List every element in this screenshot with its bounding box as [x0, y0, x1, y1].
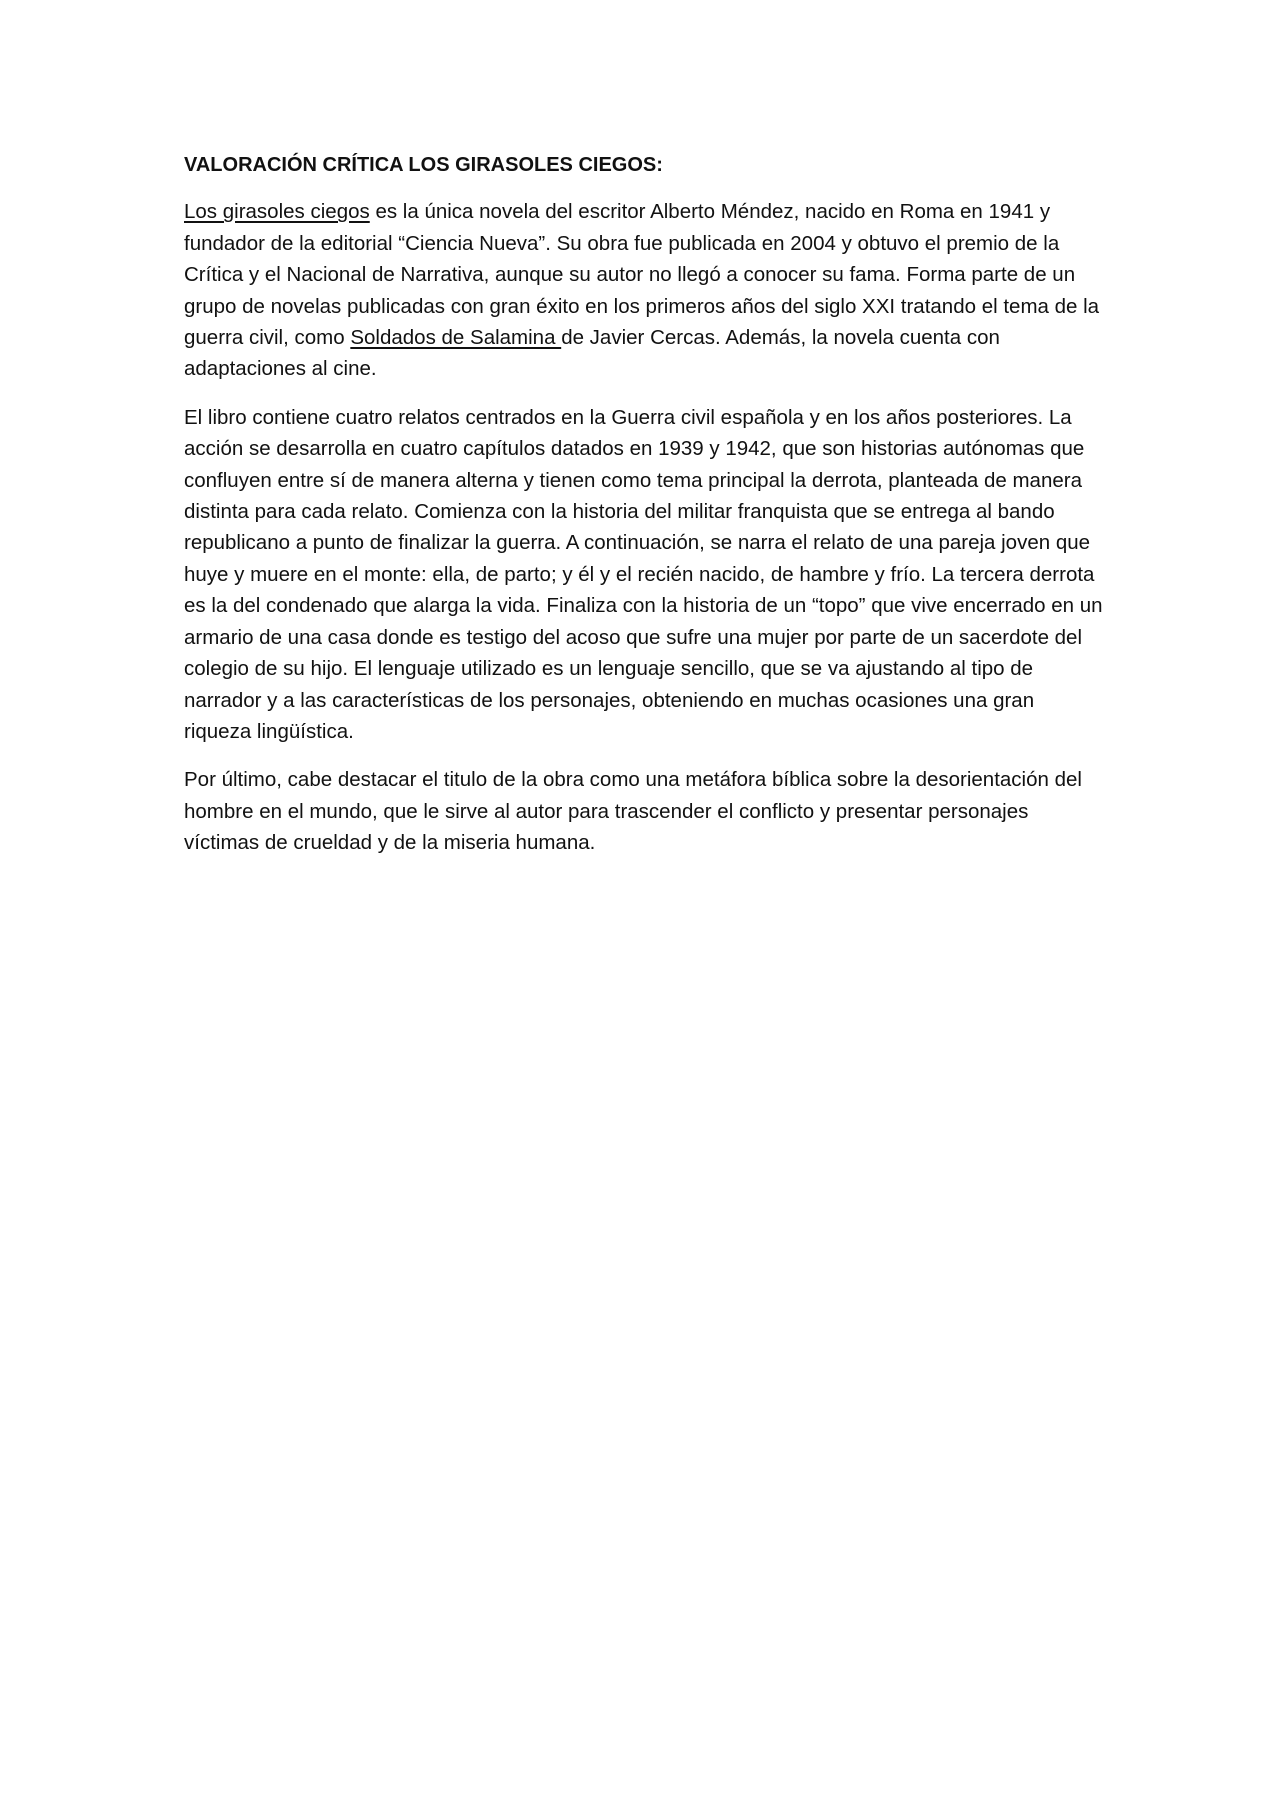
book-title-link: Los girasoles ciegos — [184, 200, 370, 224]
paragraph-conclusion: Por último, cabe destacar el titulo de la obra como una metáfora bíblica sobre la desorientación del hombre en el mundo, que le sirve al autor para trascender el conflicto y presentar personajes víctimas de crueldad y de la miseria humana. — [184, 768, 1082, 855]
paragraph-text: es la única novela del escritor Alberto Méndez, nacido en Roma en 1941 y fundador de la editorial “Ciencia Nueva”. Su obra fue publicada en 2004 y obtuvo el premio de la Crítica y el Nacional de Narrativa, aunque su autor no llegó a conocer su fama. Forma parte de un grupo de novelas publicadas con gran éxito en los primeros años del siglo XXI tratando el tema de la guerra civil, como — [184, 200, 1100, 350]
document-title: VALORACIÓN CRÍTICA LOS GIRASOLES CIEGOS: — [184, 154, 663, 176]
document-body — [184, 150, 1104, 876]
reference-title: Soldados de Salamina — [350, 326, 562, 350]
paragraph-introduction — [184, 196, 1104, 384]
paragraph-text: de Javier Cercas. Además, la novela cuenta con adaptaciones al cine. — [184, 326, 1000, 381]
paragraph-summary: El libro contiene cuatro relatos centrados en la Guerra civil española y en los años posteriores. La acción se desarrolla en cuatro capítulos datados en 1939 y 1942, que son historias autónomas que confluyen entre sí de manera alterna y tienen como tema principal la derrota, planteada de manera distinta para cada relato. Comienza con la historia del militar franquista que se entrega al bando republicano a punto de finalizar la guerra. A continuación, se narra el relato de una pareja joven que huye y muere en el monte: ella, de parto; y él y el recién nacido, de hambre y frío. La tercera derrota es la del condenado que alarga la vida. Finaliza con la historia de un “topo” que vive encerrado en un armario de una casa donde es testigo del acoso que sufre una mujer por parte de un sacerdote del colegio de su hijo. El lenguaje utilizado es un lenguaje sencillo, que se va ajustando al tipo de narrador y a las características de los personajes, obteniendo en muchas ocasiones una gran riqueza lingüística. — [184, 405, 1103, 743]
